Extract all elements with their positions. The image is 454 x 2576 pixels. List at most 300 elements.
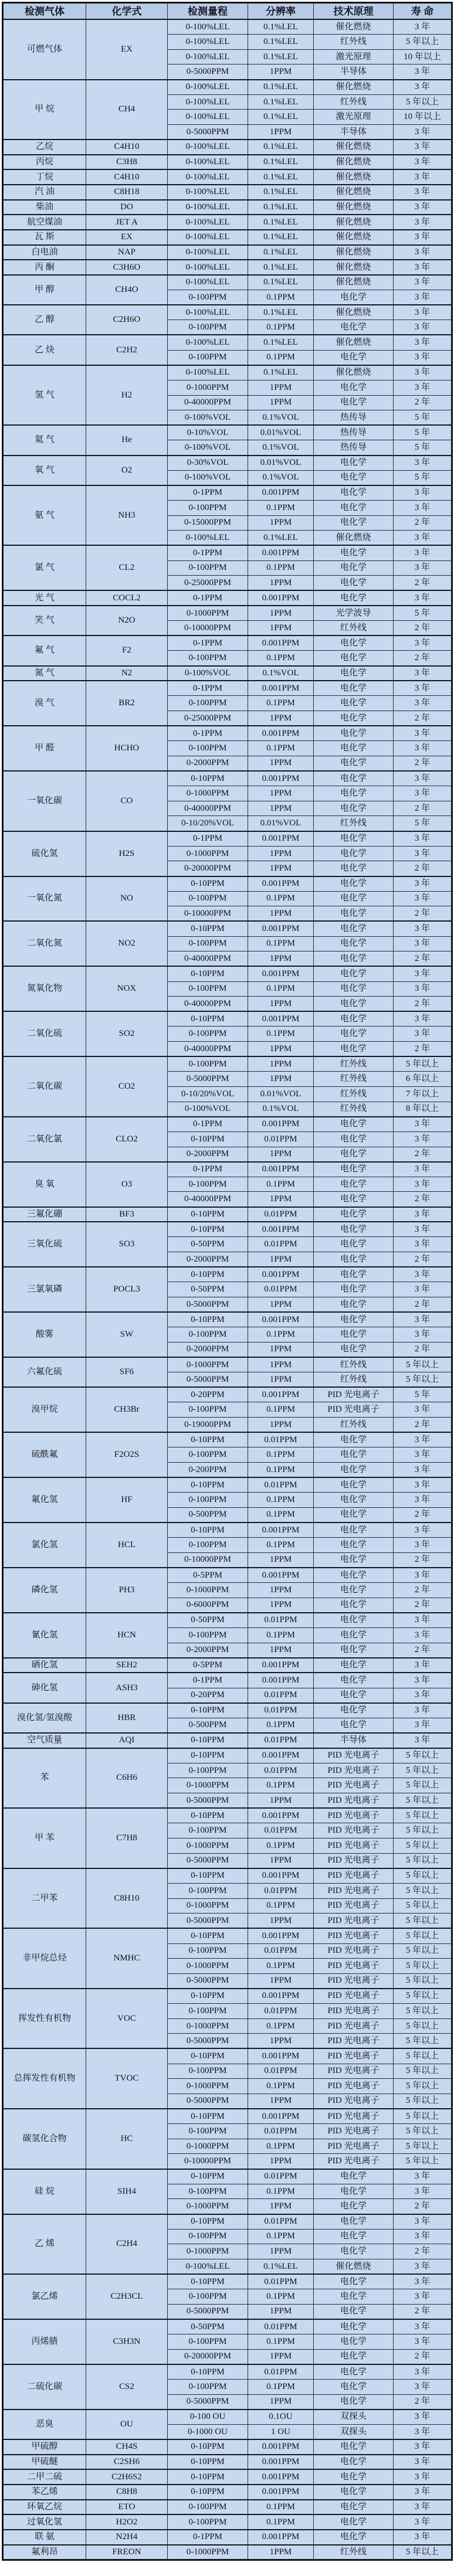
- table-row: [3, 2455, 452, 2470]
- principle-cell: PID 光电离子: [314, 2154, 394, 2169]
- principle-cell: 双探头: [314, 2425, 394, 2440]
- resolution-cell: 1PPM: [248, 1357, 314, 1372]
- resolution-cell: 0.1PPM: [248, 1463, 314, 1478]
- principle-cell: 红外线: [314, 621, 394, 636]
- formula-cell: POCL3: [86, 1267, 168, 1312]
- formula-cell: SO2: [86, 1011, 168, 1056]
- formula-cell: C2H2: [86, 335, 168, 365]
- range-cell: 0-10PPM: [168, 1928, 248, 1943]
- resolution-cell: 1PPM: [248, 1252, 314, 1267]
- principle-cell: 电化学: [314, 921, 394, 936]
- table-row: [3, 2410, 452, 2425]
- principle-cell: 电化学: [314, 1207, 394, 1222]
- life-cell: 2 年: [394, 711, 452, 726]
- life-cell: 3 年: [394, 1658, 452, 1673]
- principle-cell: 电化学: [314, 1252, 394, 1267]
- life-cell: 5 年以上: [394, 2079, 452, 2094]
- formula-cell: HCL: [86, 1523, 168, 1568]
- gas-name-cell: 二氧化碳: [3, 1056, 86, 1117]
- principle-cell: 电化学: [314, 981, 394, 997]
- range-cell: 0-1000PPM: [168, 1778, 248, 1793]
- resolution-cell: 0.001PPM: [248, 1312, 314, 1327]
- resolution-cell: 1PPM: [248, 1372, 314, 1388]
- gas-name-cell: 硫化氢: [3, 831, 86, 876]
- principle-cell: 催化燃烧: [314, 155, 394, 170]
- resolution-cell: 0.1PPM: [248, 2380, 314, 2395]
- resolution-cell: 1PPM: [248, 1914, 314, 1929]
- range-cell: 0-10PPM: [168, 1477, 248, 1493]
- formula-cell: OU: [86, 2410, 168, 2439]
- life-cell: 3 年: [394, 230, 452, 245]
- principle-cell: PID 光电离子: [314, 1868, 394, 1884]
- principle-cell: 电化学: [314, 1297, 394, 1312]
- principle-cell: 催化燃烧: [314, 215, 394, 230]
- range-cell: 0-10PPM: [168, 1312, 248, 1327]
- range-cell: 0-100%LEL: [168, 335, 248, 350]
- principle-cell: 红外线: [314, 1357, 394, 1372]
- range-cell: 0-1000PPM: [168, 2199, 248, 2214]
- life-cell: 3 年: [394, 891, 452, 906]
- gas-name-cell: 三氟化硼: [3, 1207, 86, 1222]
- resolution-cell: 1PPM: [248, 515, 314, 531]
- life-cell: 6 年以上: [394, 1072, 452, 1087]
- principle-cell: 电化学: [314, 966, 394, 981]
- range-cell: 0-1000PPM: [168, 1959, 248, 1974]
- life-cell: 3 年: [394, 501, 452, 516]
- table-row: [3, 1056, 452, 1072]
- resolution-cell: 1PPM: [248, 997, 314, 1012]
- resolution-cell: 0.01PPM: [248, 1131, 314, 1147]
- life-cell: 3 年: [394, 2530, 452, 2545]
- life-cell: 3 年: [394, 1207, 452, 1222]
- resolution-cell: 0.1%LEL: [248, 531, 314, 546]
- life-cell: 3 年: [394, 2229, 452, 2244]
- table-row: [3, 2514, 452, 2530]
- range-cell: 0-100PPM: [168, 1943, 248, 1959]
- range-cell: 0-10PPM: [168, 1207, 248, 1222]
- gas-name-cell: 氧 气: [3, 456, 86, 485]
- formula-cell: ETO: [86, 2500, 168, 2515]
- table-row: [3, 876, 452, 892]
- table-row: [3, 1222, 452, 1237]
- gas-name-cell: 挥发性有机物: [3, 1989, 86, 2049]
- range-cell: 0-5000PPM: [168, 1297, 248, 1312]
- gas-name-cell: 总挥发性有机物: [3, 2048, 86, 2109]
- life-cell: 3 年: [394, 1538, 452, 1553]
- table-row: [3, 1477, 452, 1493]
- life-cell: 3 年: [394, 2485, 452, 2500]
- life-cell: 5 年以上: [394, 2154, 452, 2169]
- life-cell: 2 年: [394, 1192, 452, 1207]
- life-cell: 2 年: [394, 1252, 452, 1267]
- life-cell: 3 年: [394, 786, 452, 801]
- range-cell: 0-10PPM: [168, 966, 248, 981]
- resolution-cell: 1PPM: [248, 1583, 314, 1598]
- range-cell: 0-100PPM: [168, 1823, 248, 1838]
- range-cell: 0-100PPM: [168, 2334, 248, 2350]
- life-cell: 5 年以上: [394, 1928, 452, 1943]
- range-cell: 0-1PPM: [168, 545, 248, 560]
- principle-cell: 激光原理: [314, 110, 394, 125]
- range-cell: 0-1PPM: [168, 2530, 248, 2545]
- gas-name-cell: 乙 炔: [3, 335, 86, 365]
- life-cell: 3 年: [394, 335, 452, 350]
- resolution-cell: 0.001PPM: [248, 1162, 314, 1177]
- gas-name-cell: 碳氢化合物: [3, 2109, 86, 2169]
- formula-cell: COCL2: [86, 590, 168, 606]
- range-cell: 0-10PPM: [168, 1267, 248, 1282]
- principle-cell: 红外线: [314, 1418, 394, 1433]
- range-cell: 0-10PPM: [168, 2455, 248, 2470]
- table-row: [3, 1748, 452, 1763]
- resolution-cell: 0.1PPM: [248, 2229, 314, 2244]
- formula-cell: N2: [86, 666, 168, 681]
- resolution-cell: 0.1PPM: [248, 1507, 314, 1523]
- resolution-cell: 0.001PPM: [248, 2048, 314, 2064]
- resolution-cell: 0.001PPM: [248, 485, 314, 501]
- resolution-cell: 0.001PPM: [248, 1748, 314, 1763]
- principle-cell: 电化学: [314, 515, 394, 531]
- formula-cell: C8H18: [86, 185, 168, 200]
- resolution-cell: 0.001PPM: [248, 590, 314, 606]
- life-cell: 2 年: [394, 515, 452, 531]
- principle-cell: 催化燃烧: [314, 275, 394, 290]
- life-cell: 3 年: [394, 2214, 452, 2230]
- table-row: [3, 1011, 452, 1027]
- principle-cell: 电化学: [314, 831, 394, 847]
- life-cell: 3 年: [394, 2410, 452, 2425]
- principle-cell: 电化学: [314, 2469, 394, 2485]
- resolution-cell: 0.1%LEL: [248, 49, 314, 64]
- range-cell: 0-40000PPM: [168, 997, 248, 1012]
- resolution-cell: 0.1PPM: [248, 2289, 314, 2305]
- principle-cell: PID 光电离子: [314, 1823, 394, 1838]
- range-cell: 0-100PPM: [168, 560, 248, 576]
- range-cell: 0-100%LEL: [168, 35, 248, 50]
- resolution-cell: 0.01PPM: [248, 2124, 314, 2139]
- principle-cell: PID 光电离子: [314, 1959, 394, 1974]
- table-row: [3, 545, 452, 560]
- principle-cell: PID 光电离子: [314, 2124, 394, 2139]
- range-cell: 0-100%LEL: [168, 185, 248, 200]
- life-cell: 3 年: [394, 305, 452, 320]
- principle-cell: 电化学: [314, 1131, 394, 1147]
- principle-cell: PID 光电离子: [314, 1928, 394, 1943]
- life-cell: 5 年以上: [394, 2064, 452, 2079]
- resolution-cell: 0.001PPM: [248, 771, 314, 786]
- table-row: [3, 590, 452, 606]
- principle-cell: 催化燃烧: [314, 260, 394, 275]
- range-cell: 0-10PPM: [168, 771, 248, 786]
- gas-name-cell: 柴油: [3, 200, 86, 215]
- principle-cell: 电化学: [314, 350, 394, 365]
- table-row: [3, 1387, 452, 1402]
- life-cell: 2 年: [394, 621, 452, 636]
- table-row: [3, 1928, 452, 1943]
- life-cell: 3 年: [394, 2500, 452, 2515]
- gas-name-cell: 砷化氢: [3, 1673, 86, 1702]
- table-row: [3, 2048, 452, 2064]
- resolution-cell: 0.01PPM: [248, 1432, 314, 1447]
- principle-cell: 电化学: [314, 290, 394, 305]
- table-row: [3, 230, 452, 245]
- formula-cell: O3: [86, 1162, 168, 1207]
- life-cell: 3 年: [394, 365, 452, 380]
- range-cell: 0-5000PPM: [168, 2094, 248, 2109]
- life-cell: 3 年: [394, 2455, 452, 2470]
- principle-cell: 电化学: [314, 1267, 394, 1282]
- resolution-cell: 0.1PPM: [248, 1538, 314, 1553]
- life-cell: 5 年以上: [394, 1989, 452, 2004]
- life-cell: 5 年以上: [394, 94, 452, 110]
- range-cell: 0-10PPM: [168, 2169, 248, 2184]
- formula-cell: He: [86, 425, 168, 455]
- life-cell: 5 年以上: [394, 1943, 452, 1959]
- life-cell: 5 年以上: [394, 1808, 452, 1823]
- resolution-cell: 1PPM: [248, 951, 314, 967]
- resolution-cell: 1PPM: [248, 711, 314, 726]
- resolution-cell: 0.1PPM: [248, 320, 314, 335]
- life-cell: 3 年: [394, 681, 452, 696]
- life-cell: 3 年: [394, 2319, 452, 2334]
- range-cell: 0-1PPM: [168, 590, 248, 606]
- table-row: [3, 169, 452, 185]
- life-cell: 5 年以上: [394, 2004, 452, 2019]
- resolution-cell: 1PPM: [248, 621, 314, 636]
- range-cell: 0-100PPM: [168, 2004, 248, 2019]
- resolution-cell: 0.01PPM: [248, 1207, 314, 1222]
- range-cell: 0-10PPM: [168, 2364, 248, 2380]
- formula-cell: C4H10: [86, 140, 168, 155]
- life-cell: 2 年: [394, 1598, 452, 1613]
- life-cell: 3 年: [394, 1493, 452, 1508]
- principle-cell: PID 光电离子: [314, 1763, 394, 1778]
- gas-name-cell: 溴甲烷: [3, 1387, 86, 1432]
- range-cell: 0-100PPM: [168, 1027, 248, 1042]
- range-cell: 0-10PPM: [168, 1808, 248, 1823]
- table-row: [3, 155, 452, 170]
- resolution-cell: 0.1PPM: [248, 2514, 314, 2530]
- range-cell: 0-100%LEL: [168, 2259, 248, 2274]
- range-cell: 0-100%LEL: [168, 275, 248, 290]
- principle-cell: 催化燃烧: [314, 2259, 394, 2274]
- gas-name-cell: 甲 醇: [3, 275, 86, 305]
- principle-cell: PID 光电离子: [314, 1387, 394, 1402]
- life-cell: 3 年: [394, 124, 452, 140]
- range-cell: 0-100PPM: [168, 290, 248, 305]
- life-cell: 3 年: [394, 545, 452, 560]
- principle-cell: 电化学: [314, 1718, 394, 1733]
- principle-cell: PID 光电离子: [314, 1898, 394, 1914]
- life-cell: 2 年: [394, 576, 452, 591]
- formula-cell: HBR: [86, 1703, 168, 1733]
- resolution-cell: 0.01PPM: [248, 2319, 314, 2334]
- principle-cell: 电化学: [314, 1507, 394, 1523]
- gas-name-cell: 甲 醛: [3, 726, 86, 771]
- formula-cell: C8H8: [86, 2485, 168, 2500]
- range-cell: 0-10PPM: [168, 876, 248, 892]
- resolution-cell: 1PPM: [248, 2154, 314, 2169]
- principle-cell: PID 光电离子: [314, 1989, 394, 2004]
- gas-name-cell: 白电油: [3, 245, 86, 260]
- range-cell: 0-10PPM: [168, 1733, 248, 1748]
- principle-cell: PID 光电离子: [314, 2004, 394, 2019]
- resolution-cell: 1PPM: [248, 1853, 314, 1868]
- principle-cell: PID 光电离子: [314, 1402, 394, 1418]
- resolution-cell: 1PPM: [248, 1297, 314, 1312]
- principle-cell: 电化学: [314, 1477, 394, 1493]
- principle-cell: 电化学: [314, 2394, 394, 2410]
- principle-cell: 光学波导: [314, 606, 394, 621]
- life-cell: 5 年以上: [394, 2545, 452, 2560]
- gas-name-cell: 笑 气: [3, 606, 86, 635]
- resolution-cell: 0.01PPM: [248, 1703, 314, 1718]
- principle-cell: 电化学: [314, 756, 394, 771]
- principle-cell: PID 光电离子: [314, 2079, 394, 2094]
- life-cell: 5 年以上: [394, 1853, 452, 1868]
- principle-cell: 电化学: [314, 1493, 394, 1508]
- formula-cell: C3H8: [86, 155, 168, 170]
- resolution-cell: 0.1PPM: [248, 1327, 314, 1343]
- principle-cell: 电化学: [314, 1598, 394, 1613]
- principle-cell: 电化学: [314, 2349, 394, 2364]
- resolution-cell: 0.1PPM: [248, 2184, 314, 2199]
- life-cell: 3 年: [394, 185, 452, 200]
- life-cell: 2 年: [394, 1297, 452, 1312]
- principle-cell: 半导体: [314, 64, 394, 80]
- principle-cell: 电化学: [314, 1027, 394, 1042]
- formula-cell: HC: [86, 2109, 168, 2169]
- life-cell: 3 年: [394, 921, 452, 936]
- resolution-cell: 0.1%LEL: [248, 260, 314, 275]
- gas-name-cell: 航空煤油: [3, 215, 86, 230]
- principle-cell: 红外线: [314, 35, 394, 50]
- principle-cell: PID 光电离子: [314, 1778, 394, 1793]
- gas-name-cell: 氨 气: [3, 485, 86, 546]
- gas-name-cell: 溴化氢/氢溴酸: [3, 1703, 86, 1733]
- resolution-cell: 1PPM: [248, 395, 314, 410]
- life-cell: 5 年以上: [394, 2124, 452, 2139]
- range-cell: 0-100PPM: [168, 1327, 248, 1343]
- gas-name-cell: 乙 醇: [3, 305, 86, 335]
- principle-cell: 电化学: [314, 2500, 394, 2515]
- life-cell: 3 年: [394, 485, 452, 501]
- range-cell: 0-2000PPM: [168, 1147, 248, 1162]
- range-cell: 0-1000PPM: [168, 786, 248, 801]
- life-cell: 2 年: [394, 1042, 452, 1057]
- principle-cell: 电化学: [314, 1447, 394, 1463]
- principle-cell: 催化燃烧: [314, 531, 394, 546]
- resolution-cell: 0.1PPM: [248, 741, 314, 756]
- range-cell: 0-20000PPM: [168, 2349, 248, 2364]
- life-cell: 3 年: [394, 1267, 452, 1282]
- resolution-cell: 0.1%LEL: [248, 94, 314, 110]
- resolution-cell: 0.001PPM: [248, 1868, 314, 1884]
- resolution-cell: 0.1%LEL: [248, 110, 314, 125]
- life-cell: 3 年: [394, 1282, 452, 1297]
- life-cell: 3 年: [394, 245, 452, 260]
- range-cell: 0-100%LEL: [168, 94, 248, 110]
- life-cell: 3 年: [394, 635, 452, 651]
- principle-cell: 催化燃烧: [314, 305, 394, 320]
- principle-cell: 双探头: [314, 2410, 394, 2425]
- resolution-cell: 0.001PPM: [248, 1673, 314, 1688]
- life-cell: 3 年: [394, 846, 452, 861]
- resolution-cell: 0.001PPM: [248, 681, 314, 696]
- formula-cell: CH4O: [86, 275, 168, 305]
- resolution-cell: 1PPM: [248, 1643, 314, 1658]
- gas-name-cell: 可燃气体: [3, 19, 86, 80]
- principle-cell: 电化学: [314, 1342, 394, 1357]
- gas-name-cell: 硒化氢: [3, 1658, 86, 1673]
- resolution-cell: 1PPM: [248, 1552, 314, 1568]
- life-cell: 5 年以上: [394, 1778, 452, 1793]
- principle-cell: 电化学: [314, 380, 394, 395]
- resolution-cell: 1PPM: [248, 1598, 314, 1613]
- resolution-cell: 0.001PPM: [248, 1808, 314, 1823]
- formula-cell: C2H3CL: [86, 2274, 168, 2319]
- range-cell: 0-10PPM: [168, 2214, 248, 2230]
- principle-cell: 催化燃烧: [314, 365, 394, 380]
- range-cell: 0-100PPM: [168, 1493, 248, 1508]
- life-cell: 3 年: [394, 1011, 452, 1027]
- table-row: [3, 2109, 452, 2124]
- formula-cell: NH3: [86, 485, 168, 546]
- range-cell: 0-50PPM: [168, 1613, 248, 1628]
- range-cell: 0-5000PPM: [168, 1853, 248, 1868]
- table-row: [3, 2364, 452, 2380]
- formula-cell: JET A: [86, 215, 168, 230]
- range-cell: 0-1000PPM: [168, 2545, 248, 2560]
- range-cell: 0-1000PPM: [168, 1583, 248, 1598]
- range-cell: 0-40000PPM: [168, 801, 248, 816]
- resolution-cell: 1PPM: [248, 2244, 314, 2259]
- formula-cell: TVOC: [86, 2048, 168, 2109]
- table-row: [3, 275, 452, 290]
- range-cell: 0-10000PPM: [168, 906, 248, 922]
- life-cell: 3 年: [394, 966, 452, 981]
- life-cell: 5 年以上: [394, 1823, 452, 1838]
- resolution-cell: 0.1%VOL: [248, 410, 314, 426]
- resolution-cell: 0.01PPM: [248, 1733, 314, 1748]
- range-cell: 0-1000PPM: [168, 1357, 248, 1372]
- resolution-cell: 0.1PPM: [248, 936, 314, 951]
- resolution-cell: 0.1PPM: [248, 891, 314, 906]
- principle-cell: 电化学: [314, 1538, 394, 1553]
- resolution-cell: 1PPM: [248, 1973, 314, 1989]
- life-cell: 3 年: [394, 64, 452, 80]
- principle-cell: 电化学: [314, 2364, 394, 2380]
- principle-cell: PID 光电离子: [314, 2018, 394, 2034]
- principle-cell: 电化学: [314, 560, 394, 576]
- range-cell: 0-5PPM: [168, 1658, 248, 1673]
- table-row: [3, 1207, 452, 1222]
- formula-cell: C8H10: [86, 1868, 168, 1929]
- range-cell: 0-100%VOL: [168, 1102, 248, 1117]
- formula-cell: NOX: [86, 966, 168, 1011]
- life-cell: 3 年: [394, 1613, 452, 1628]
- principle-cell: 电化学: [314, 951, 394, 967]
- resolution-cell: 0.001PPM: [248, 921, 314, 936]
- range-cell: 0-100%LEL: [168, 305, 248, 320]
- table-row: [3, 1989, 452, 2004]
- principle-cell: 电化学: [314, 1568, 394, 1583]
- range-cell: 0-10/20%VOL: [168, 1086, 248, 1102]
- principle-cell: 电化学: [314, 2199, 394, 2214]
- range-cell: 0-20000PPM: [168, 861, 248, 876]
- principle-cell: 热传导: [314, 410, 394, 426]
- resolution-cell: 0.001PPM: [248, 2439, 314, 2455]
